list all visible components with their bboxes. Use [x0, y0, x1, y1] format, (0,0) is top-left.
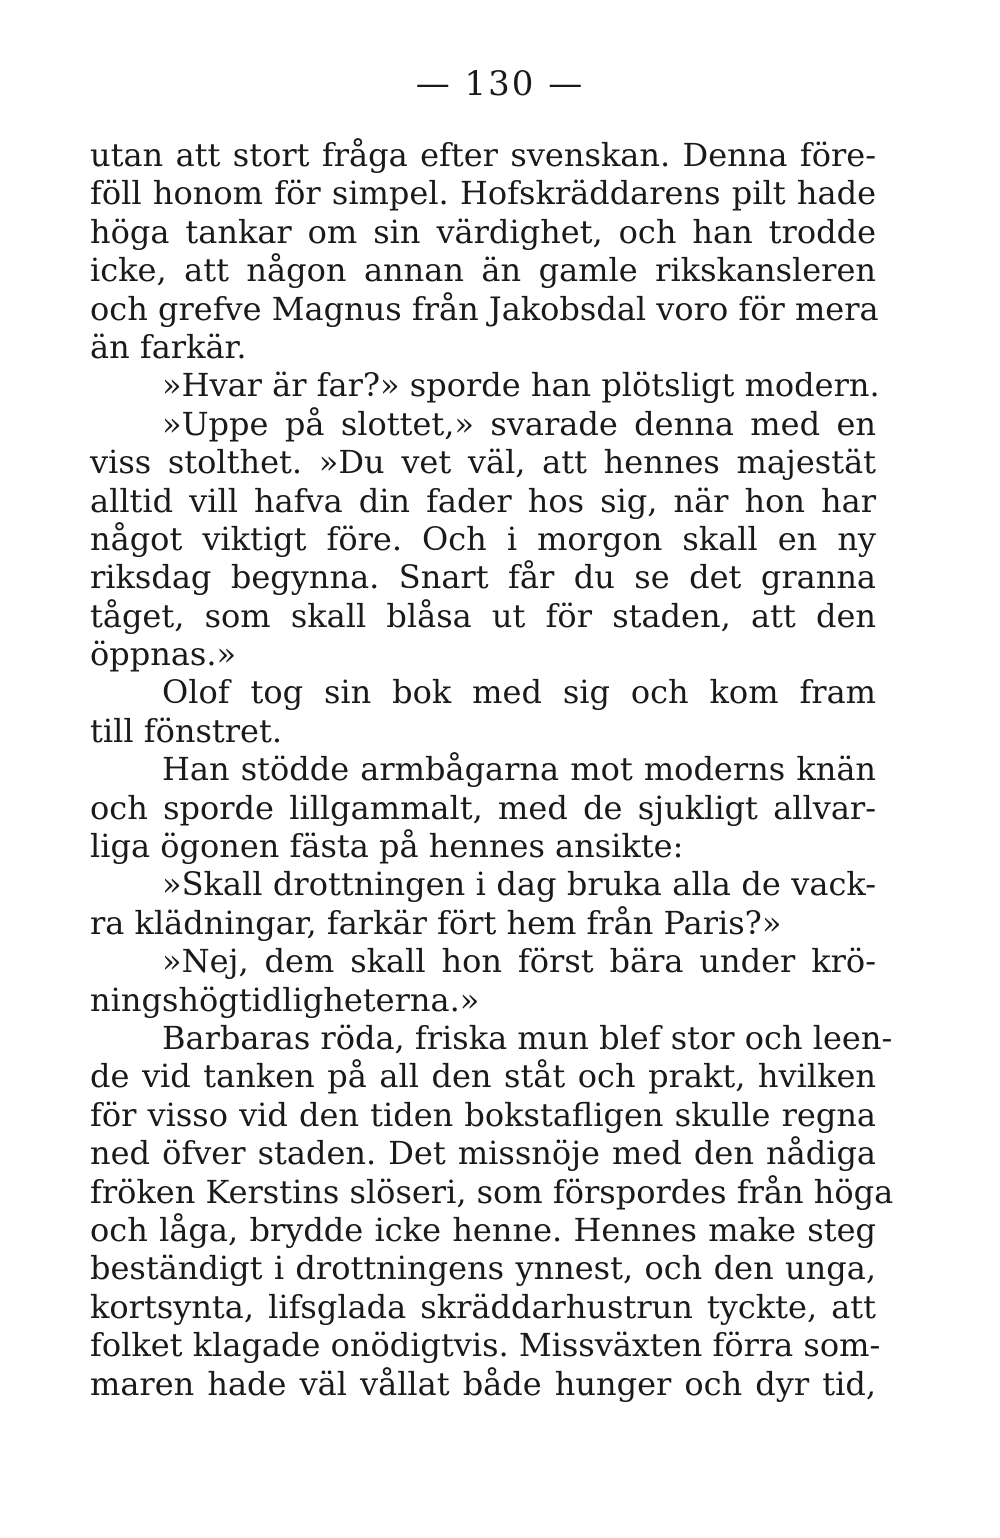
- text-line: beständigt i drottningens ynnest, och den unga,: [90, 1249, 876, 1288]
- text-line: till fönstret.: [90, 711, 282, 750]
- text-line: för visso vid den tiden bokstafligen skulle regna: [90, 1095, 876, 1134]
- text-line: något viktigt före. Och i morgon skall en ny: [90, 519, 876, 558]
- text-line: ned öfver staden. Det missnöje med den nådiga: [90, 1134, 876, 1173]
- text-line: ra klädningar, farkär fört hem från Paris?»: [90, 903, 782, 942]
- text-line: och låga, brydde icke henne. Hennes make steg: [90, 1210, 876, 1249]
- text-line: öppnas.»: [90, 635, 237, 674]
- body-text: [90, 136, 894, 1403]
- text-line: folket klagade onödigtvis. Missväxten förra som-: [90, 1326, 881, 1365]
- text-line: alltid vill hafva din fader hos sig, när hon har: [90, 481, 876, 520]
- text-line: och grefve Magnus från Jakobsdal voro för mera: [90, 289, 879, 328]
- text-line: icke, att någon annan än gamle rikskansleren: [90, 251, 876, 290]
- text-line: föll honom för simpel. Hofskräddarens pilt hade: [90, 174, 876, 213]
- text-line: »Uppe på slottet,» svarade denna med en: [162, 404, 876, 443]
- text-line: liga ögonen fästa på hennes ansikte:: [90, 827, 684, 866]
- text-line: viss stolthet. »Du vet väl, att hennes majestät: [90, 443, 876, 482]
- text-line: kortsynta, lifsglada skräddarhustrun tyckte, att: [90, 1287, 876, 1326]
- text-line: de vid tanken på all den ståt och prakt, hvilken: [90, 1057, 876, 1096]
- text-line: Barbaras röda, friska mun blef stor och leen-: [162, 1018, 893, 1057]
- text-line: ningshögtidligheterna.»: [90, 980, 480, 1019]
- text-line: riksdag begynna. Snart får du se det granna: [90, 558, 876, 597]
- text-line: och sporde lillgammalt, med de sjukligt allvar-: [90, 788, 876, 827]
- text-line: Olof tog sin bok med sig och kom fram: [162, 673, 876, 712]
- text-line: »Skall drottningen i dag bruka alla de vack-: [162, 865, 876, 904]
- text-line: »Nej, dem skall hon först bära under krö-: [162, 942, 876, 981]
- text-line: än farkär.: [90, 327, 247, 366]
- text-line: fröken Kerstins slöseri, som förspordes från höga: [90, 1172, 894, 1211]
- page-number: — 130 —: [415, 64, 585, 104]
- text-line: Han stödde armbågarna mot moderns knän: [162, 750, 876, 789]
- text-line: tåget, som skall blåsa ut för staden, att den: [90, 596, 876, 635]
- text-line: »Hvar är far?» sporde han plötsligt modern.: [162, 366, 880, 405]
- text-line: utan att stort fråga efter svenskan. Denna före-: [90, 136, 876, 174]
- text-line: maren hade väl vållat både hunger och dyr tid,: [90, 1364, 876, 1403]
- text-line: höga tankar om sin värdighet, och han trodde: [90, 212, 876, 251]
